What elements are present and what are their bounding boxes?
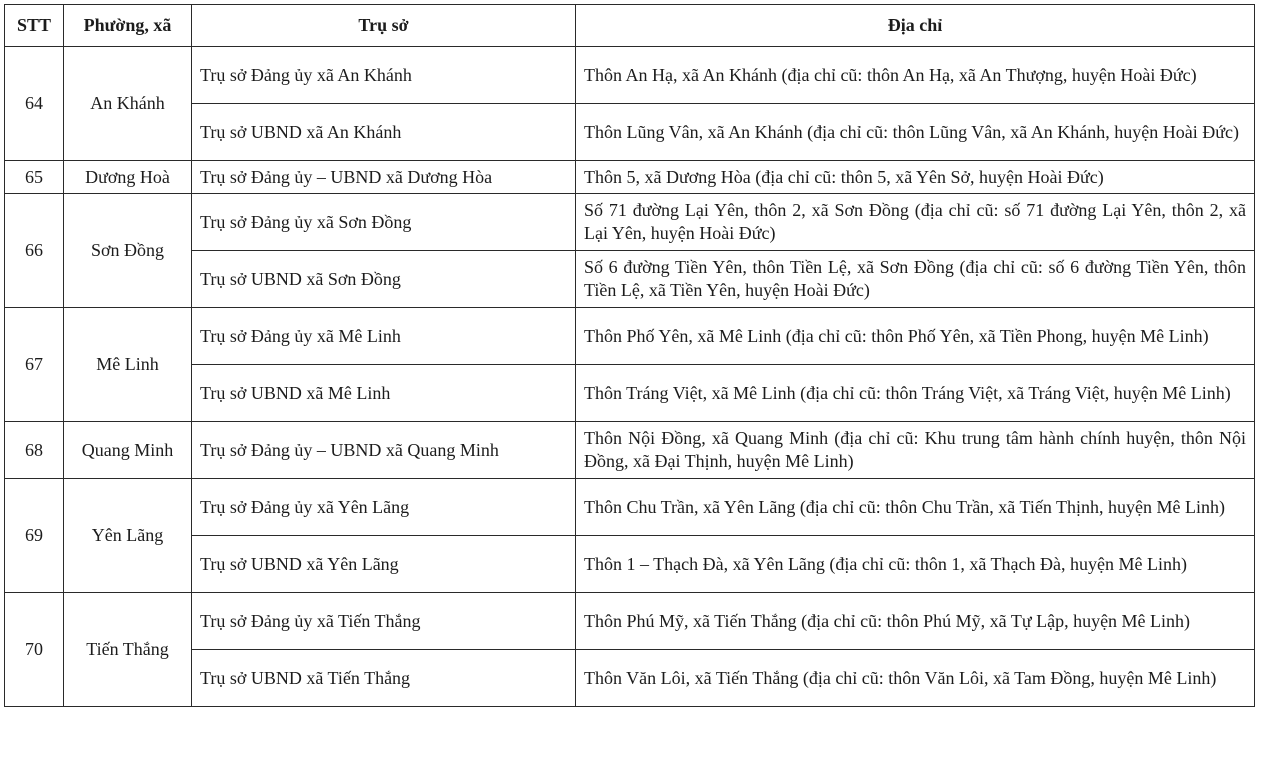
- stt-cell: 70: [5, 593, 64, 707]
- table-row: [5, 194, 1255, 251]
- address-cell: Thôn 5, xã Dương Hòa (địa chỉ cũ: thôn 5, xã Yên Sở, huyện Hoài Đức): [576, 161, 1255, 194]
- headquarters-cell: Trụ sở UBND xã Mê Linh: [192, 365, 576, 422]
- stt-cell: 69: [5, 479, 64, 593]
- ward-cell: Dương Hoà: [64, 161, 192, 194]
- table-row: [5, 593, 1255, 650]
- address-cell: Thôn Nội Đồng, xã Quang Minh (địa chỉ cũ: Khu trung tâm hành chính huyện, thôn Nội Đồng, xã Đại Thịnh, huyện Mê Linh): [576, 422, 1255, 479]
- headquarters-cell: Trụ sở Đảng ủy xã Sơn Đồng: [192, 194, 576, 251]
- header-address: Địa chỉ: [576, 5, 1255, 47]
- ward-cell: Yên Lãng: [64, 479, 192, 593]
- header-headquarters: Trụ sở: [192, 5, 576, 47]
- address-cell: Số 6 đường Tiền Yên, thôn Tiền Lệ, xã Sơn Đồng (địa chỉ cũ: số 6 đường Tiền Yên, thôn Tiền Lệ, xã Tiền Yên, huyện Hoài Đức): [576, 251, 1255, 308]
- headquarters-cell: Trụ sở Đảng ủy – UBND xã Dương Hòa: [192, 161, 576, 194]
- headquarters-table: [4, 4, 1255, 707]
- headquarters-cell: Trụ sở Đảng ủy xã Tiến Thắng: [192, 593, 576, 650]
- stt-cell: 64: [5, 47, 64, 161]
- address-cell: Thôn Lũng Vân, xã An Khánh (địa chỉ cũ: thôn Lũng Vân, xã An Khánh, huyện Hoài Đức): [576, 104, 1255, 161]
- stt-cell: 68: [5, 422, 64, 479]
- table-row: [5, 161, 1255, 194]
- address-cell: Thôn 1 – Thạch Đà, xã Yên Lãng (địa chỉ cũ: thôn 1, xã Thạch Đà, huyện Mê Linh): [576, 536, 1255, 593]
- table-row: [5, 422, 1255, 479]
- address-cell: Thôn Chu Trần, xã Yên Lãng (địa chỉ cũ: thôn Chu Trần, xã Tiến Thịnh, huyện Mê Linh): [576, 479, 1255, 536]
- headquarters-cell: Trụ sở UBND xã Sơn Đồng: [192, 251, 576, 308]
- table-row: [5, 104, 1255, 161]
- header-ward: Phường, xã: [64, 5, 192, 47]
- document-page: [4, 4, 1254, 707]
- headquarters-cell: Trụ sở Đảng ủy xã Mê Linh: [192, 308, 576, 365]
- ward-cell: An Khánh: [64, 47, 192, 161]
- headquarters-cell: Trụ sở UBND xã An Khánh: [192, 104, 576, 161]
- table-row: [5, 365, 1255, 422]
- headquarters-cell: Trụ sở Đảng ủy xã Yên Lãng: [192, 479, 576, 536]
- headquarters-cell: Trụ sở UBND xã Yên Lãng: [192, 536, 576, 593]
- address-cell: Số 71 đường Lại Yên, thôn 2, xã Sơn Đồng (địa chỉ cũ: số 71 đường Lại Yên, thôn 2, xã Lại Yên, huyện Hoài Đức): [576, 194, 1255, 251]
- table-row: [5, 308, 1255, 365]
- headquarters-cell: Trụ sở UBND xã Tiến Thắng: [192, 650, 576, 707]
- table-row: [5, 650, 1255, 707]
- ward-cell: Quang Minh: [64, 422, 192, 479]
- ward-cell: Mê Linh: [64, 308, 192, 422]
- address-cell: Thôn An Hạ, xã An Khánh (địa chỉ cũ: thôn An Hạ, xã An Thượng, huyện Hoài Đức): [576, 47, 1255, 104]
- header-stt: STT: [5, 5, 64, 47]
- address-cell: Thôn Tráng Việt, xã Mê Linh (địa chỉ cũ: thôn Tráng Việt, xã Tráng Việt, huyện Mê Linh): [576, 365, 1255, 422]
- stt-cell: 66: [5, 194, 64, 308]
- stt-cell: 65: [5, 161, 64, 194]
- table-row: [5, 47, 1255, 104]
- table-row: [5, 479, 1255, 536]
- ward-cell: Tiến Thắng: [64, 593, 192, 707]
- headquarters-cell: Trụ sở Đảng ủy xã An Khánh: [192, 47, 576, 104]
- address-cell: Thôn Phú Mỹ, xã Tiến Thắng (địa chỉ cũ: thôn Phú Mỹ, xã Tự Lập, huyện Mê Linh): [576, 593, 1255, 650]
- table-header-row: [5, 5, 1255, 47]
- table-row: [5, 536, 1255, 593]
- stt-cell: 67: [5, 308, 64, 422]
- address-cell: Thôn Phố Yên, xã Mê Linh (địa chỉ cũ: thôn Phố Yên, xã Tiền Phong, huyện Mê Linh): [576, 308, 1255, 365]
- address-cell: Thôn Văn Lôi, xã Tiến Thắng (địa chỉ cũ: thôn Văn Lôi, xã Tam Đồng, huyện Mê Linh): [576, 650, 1255, 707]
- headquarters-cell: Trụ sở Đảng ủy – UBND xã Quang Minh: [192, 422, 576, 479]
- ward-cell: Sơn Đồng: [64, 194, 192, 308]
- table-row: [5, 251, 1255, 308]
